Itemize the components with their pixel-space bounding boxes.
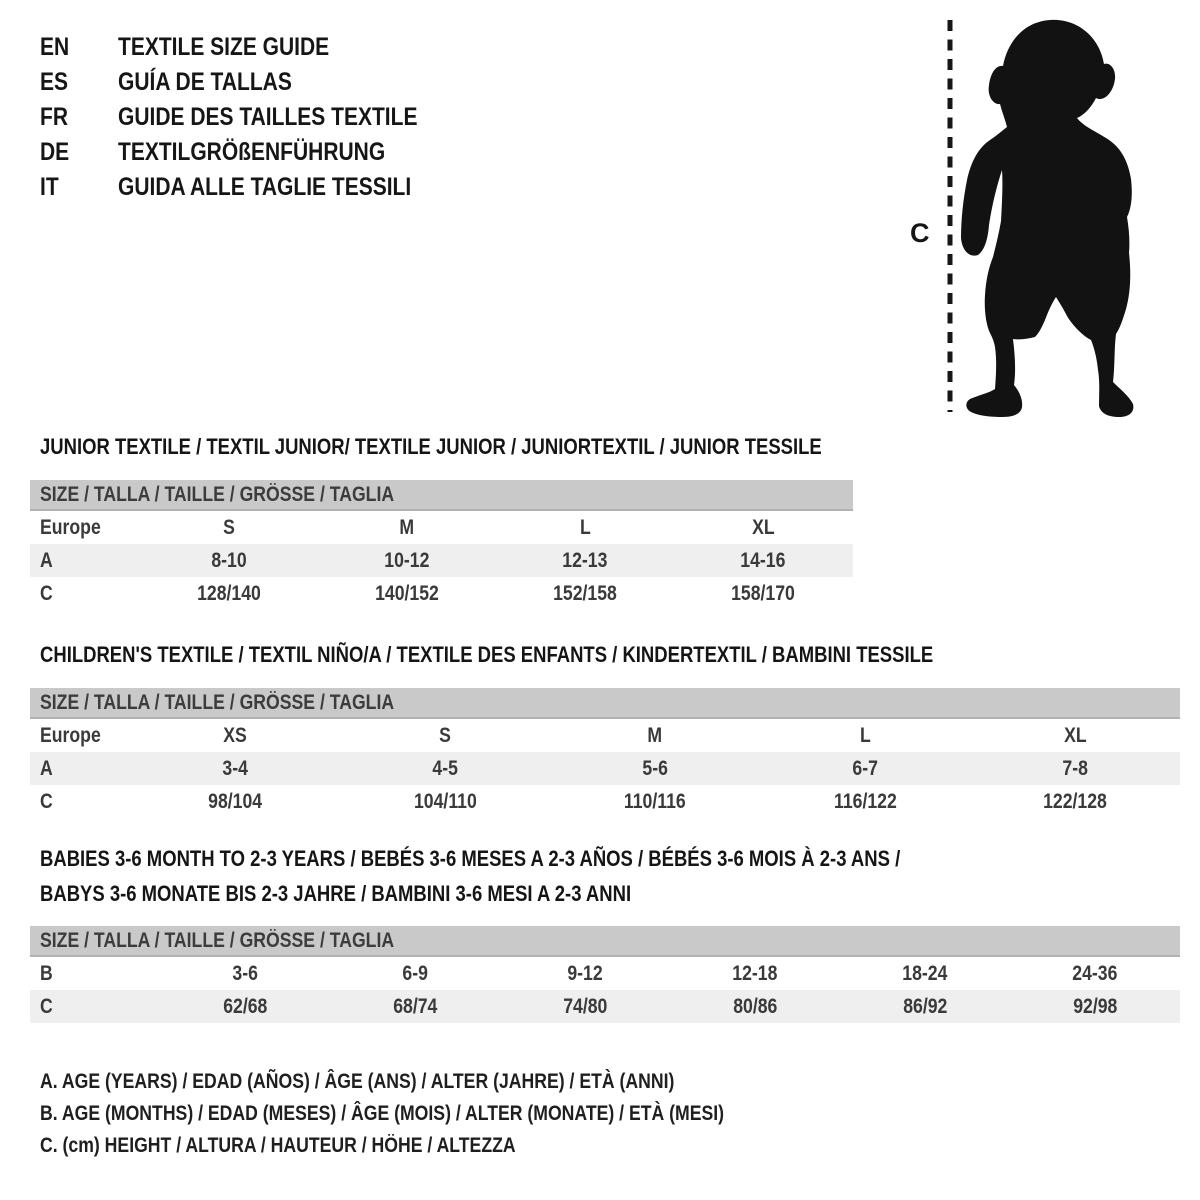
height-cell: 116/122: [833, 789, 897, 813]
language-row-fr: [40, 100, 475, 135]
height-cell: 98/104: [208, 789, 262, 813]
row-label: Europe: [40, 515, 101, 539]
age-cell: 5-6: [642, 756, 668, 780]
age-cell: 9-12: [567, 961, 603, 985]
babies-size-table: [30, 926, 1180, 1023]
size-cell: L: [579, 515, 591, 539]
language-row-de: [40, 135, 475, 170]
row-label: C: [40, 994, 53, 1018]
junior-size-table: [30, 480, 853, 610]
row-label: A: [40, 756, 53, 780]
guide-title: GUIDE DES TAILLES TEXTILE: [118, 103, 418, 131]
age-cell: 4-5: [432, 756, 458, 780]
height-cell: 74/80: [562, 994, 608, 1018]
children-section-heading: CHILDREN'S TEXTILE / TEXTIL NIÑO/A / TEXTILE DES ENFANTS / KINDERTEXTIL / BAMBINI TESSILE: [40, 642, 934, 667]
table-row-europe: [30, 511, 853, 544]
row-label: A: [40, 548, 53, 572]
language-code: EN: [40, 33, 70, 61]
height-measure-figure: [900, 5, 1190, 430]
size-cell: M: [399, 515, 415, 539]
age-cell: 6-9: [402, 961, 428, 985]
height-cell: 80/86: [732, 994, 778, 1018]
table-row-height: [30, 577, 853, 610]
size-cell: S: [223, 515, 235, 539]
size-cell: M: [647, 723, 663, 747]
babies-section-heading-line1: BABIES 3-6 MONTH TO 2-3 YEARS / BEBÉS 3-6 MESES A 2-3 AÑOS / BÉBÉS 3-6 MOIS À 2-3 ANS /: [40, 846, 901, 871]
table-row-age: [30, 752, 1180, 785]
size-cell: XS: [223, 723, 247, 747]
size-cell: S: [439, 723, 451, 747]
height-cell: 128/140: [197, 581, 261, 605]
height-cell: 62/68: [222, 994, 268, 1018]
guide-title: TEXTILGRÖßENFÜHRUNG: [118, 138, 386, 166]
language-row-it: [40, 170, 475, 205]
table-row-height: [30, 990, 1180, 1023]
size-header-bar: SIZE / TALLA / TAILLE / GRÖSSE / TAGLIA: [30, 926, 1180, 957]
age-cell: 3-6: [232, 961, 258, 985]
age-cell: 14-16: [740, 548, 786, 572]
height-cell: 104/110: [413, 789, 477, 813]
row-label: B: [40, 961, 53, 985]
legend-age-months: B. AGE (MONTHS) / EDAD (MESES) / ÂGE (MOIS) / ALTER (MONATE) / ETÀ (MESI): [40, 1102, 725, 1125]
language-row-es: [40, 65, 475, 100]
table-row-europe: [30, 719, 1180, 752]
height-cell: 68/74: [392, 994, 438, 1018]
table-row-height: [30, 785, 1180, 818]
measurement-legend: [40, 1066, 854, 1162]
babies-section-heading-line2: BABYS 3-6 MONATE BIS 2-3 JAHRE / BAMBINI 3-6 MESI A 2-3 ANNI: [40, 881, 632, 906]
language-code: IT: [40, 173, 59, 201]
guide-title: TEXTILE SIZE GUIDE: [118, 33, 330, 61]
height-cell: 122/128: [1043, 789, 1107, 813]
height-cell: 140/152: [375, 581, 439, 605]
size-header-bar: SIZE / TALLA / TAILLE / GRÖSSE / TAGLIA: [30, 688, 1180, 719]
age-cell: 12-18: [732, 961, 778, 985]
height-cell: 92/98: [1072, 994, 1118, 1018]
children-size-table: [30, 688, 1180, 818]
size-cell: XL: [751, 515, 775, 539]
row-label: C: [40, 789, 53, 813]
height-measure-label: C: [910, 218, 930, 248]
language-code: ES: [40, 68, 69, 96]
row-label: Europe: [40, 723, 101, 747]
guide-title: GUIDA ALLE TAGLIE TESSILI: [118, 173, 412, 201]
age-cell: 12-13: [562, 548, 608, 572]
guide-title: GUÍA DE TALLAS: [118, 68, 292, 96]
age-cell: 7-8: [1062, 756, 1088, 780]
language-title-list: [40, 30, 475, 205]
legend-height-cm: C. (cm) HEIGHT / ALTURA / HAUTEUR / HÖHE / ALTEZZA: [40, 1134, 516, 1157]
age-cell: 18-24: [902, 961, 948, 985]
age-cell: 10-12: [384, 548, 430, 572]
toddler-silhouette: [961, 20, 1133, 417]
age-cell: 24-36: [1072, 961, 1118, 985]
age-cell: 3-4: [222, 756, 248, 780]
height-cell: 110/116: [624, 789, 686, 813]
legend-age-years: A. AGE (YEARS) / EDAD (AÑOS) / ÂGE (ANS) / ALTER (JAHRE) / ETÀ (ANNI): [40, 1070, 675, 1093]
row-label: C: [40, 581, 53, 605]
language-code: FR: [40, 103, 68, 131]
toddler-silhouette-icon: [900, 5, 1190, 430]
table-row-age-months: [30, 957, 1180, 990]
size-cell: XL: [1063, 723, 1087, 747]
age-cell: 6-7: [852, 756, 878, 780]
language-row-en: [40, 30, 475, 65]
height-cell: 158/170: [731, 581, 795, 605]
height-cell: 86/92: [902, 994, 948, 1018]
size-header-bar: SIZE / TALLA / TAILLE / GRÖSSE / TAGLIA: [30, 480, 853, 511]
table-row-age: [30, 544, 853, 577]
junior-section-heading: JUNIOR TEXTILE / TEXTIL JUNIOR/ TEXTILE JUNIOR / JUNIORTEXTIL / JUNIOR TESSILE: [40, 434, 822, 459]
language-code: DE: [40, 138, 70, 166]
height-cell: 152/158: [553, 581, 617, 605]
size-cell: L: [859, 723, 871, 747]
age-cell: 8-10: [211, 548, 247, 572]
